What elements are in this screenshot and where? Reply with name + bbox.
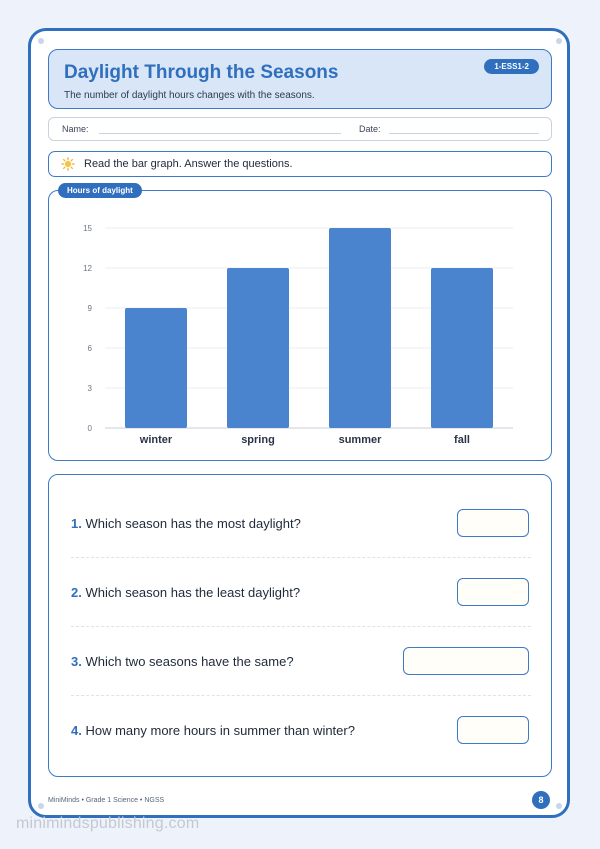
instructions-bar	[48, 151, 552, 177]
question-number: 2.	[71, 585, 82, 600]
answer-box-4[interactable]	[457, 716, 529, 744]
answer-box-1[interactable]	[457, 509, 529, 537]
x-tick-label: winter	[139, 434, 173, 446]
name-label: Name:	[62, 124, 89, 134]
bar-fall	[431, 268, 493, 428]
page-subtitle: The number of daylight hours changes with the seasons.	[64, 90, 315, 101]
question-number: 1.	[71, 516, 82, 531]
x-tick-label: fall	[454, 434, 470, 446]
worksheet-header	[48, 49, 552, 109]
y-tick-label: 3	[87, 384, 92, 393]
y-tick-label: 12	[83, 264, 92, 273]
questions-panel	[48, 474, 552, 777]
corner-dot	[38, 38, 44, 44]
y-tick-label: 15	[83, 224, 92, 233]
watermark: minimindspublishing.com	[16, 815, 200, 832]
question-text: Which season has the least daylight?	[85, 585, 301, 600]
divider	[71, 557, 531, 558]
name-date-bar	[48, 117, 552, 141]
bar-summer	[329, 228, 391, 428]
date-label: Date:	[359, 124, 381, 134]
page-title: Daylight Through the Seasons	[64, 62, 339, 83]
bar-winter	[125, 308, 187, 428]
question-text: Which season has the most daylight?	[85, 516, 301, 531]
y-tick-label: 6	[87, 344, 92, 353]
y-tick-label: 0	[87, 424, 92, 433]
corner-dot	[556, 803, 562, 809]
instructions-text: Read the bar graph. Answer the questions.	[84, 158, 293, 170]
answer-box-2[interactable]	[457, 578, 529, 606]
x-tick-label: spring	[241, 434, 275, 446]
x-tick-label: summer	[338, 434, 382, 446]
question-2	[71, 585, 300, 600]
corner-dot	[38, 803, 44, 809]
sun-icon	[61, 157, 75, 171]
question-text: Which two seasons have the same?	[85, 654, 294, 669]
question-number: 4.	[71, 723, 82, 738]
question-text: How many more hours in summer than winter?	[85, 723, 355, 738]
date-field[interactable]	[389, 133, 539, 134]
name-field[interactable]	[99, 133, 341, 134]
chart-title: Hours of daylight	[58, 183, 142, 198]
page-number: 8	[532, 791, 550, 809]
question-3	[71, 654, 294, 669]
corner-dot	[556, 38, 562, 44]
bar-spring	[227, 268, 289, 428]
question-4	[71, 723, 355, 738]
chart-panel	[48, 190, 552, 461]
answer-box-3[interactable]	[403, 647, 529, 675]
standard-badge: 1-ESS1-2	[484, 59, 539, 74]
divider	[71, 695, 531, 696]
question-number: 3.	[71, 654, 82, 669]
footer-text: MiniMinds • Grade 1 Science • NGSS	[48, 797, 165, 804]
question-1	[71, 516, 301, 531]
divider	[71, 626, 531, 627]
y-tick-label: 9	[87, 304, 92, 313]
bar-chart	[49, 191, 553, 462]
